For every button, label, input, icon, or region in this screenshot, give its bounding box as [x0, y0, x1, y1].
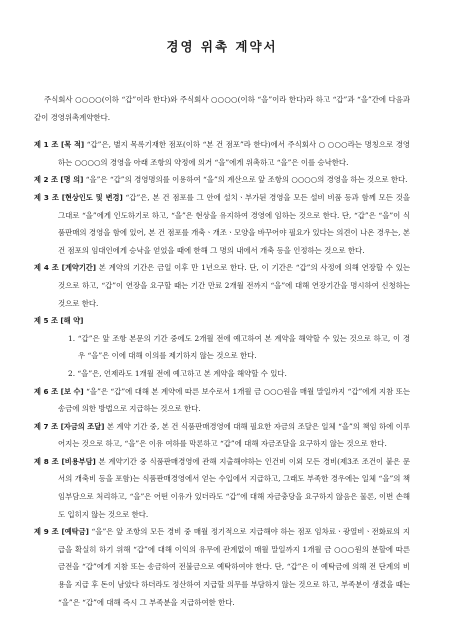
intro-paragraph: 주식회사 ○○○○(이하 “갑”이라 한다)와 주식회사 ○○○○(이하 “을”이라 한다)라 하고 “갑”과 “을”간에 다음과 같이 경영위촉계약한다. — [34, 95, 410, 122]
article-body: “을”은 앞 조항의 모든 경비 중 매월 정기적으로 지급해야 하는 점포 임차료ㆍ광열비ㆍ전화료의 지급을 확실히 하기 위해 “갑”에 대해 이익의 유무에 관계없이 매월 말일까지 1개월 금 ○○○원의 분할에 따른 금전을 “갑”에게 지참 또는 송금하여 전불금으로 예탁하여야 한다. 단, “갑”은 이 예탁금에 의해 전 단계의 비용을 지급 후 돈이 남았다 하더라도 정산하여 지급할 의무를 부담하지 않는 것으로 하고, 부족분이 생겼을 때는 “을”은 “갑”에 대해 즉시 그 부족분을 지급하여한 한다. — [58, 527, 410, 607]
article-body: “갑”은, 별지 목록기재한 점포(이하 “본 건 점포”라 한다)에서 주식회사 ○ ○○○라는 명칭으로 경영하는 ○○○○의 경영을 아래 조항의 약정에 의거 “을”에게 위촉하고 “을”은 이를 승낙한다. — [58, 140, 410, 167]
article-5 — [34, 312, 410, 330]
article-subitem: 2. “을”은, 언제라도 1개월 전에 예고하고 본 계약을 해약할 수 있다. — [68, 368, 287, 378]
article-heading: 제 6 조 [보 수] — [34, 386, 84, 396]
article-body: 본 계약 기간 중, 본 건 식품판매경영에 대해 필요한 자금의 조달은 일체 “을”의 책임 하에 이루어지는 것으로 하고, “을”은 이유 여하를 막론하고 “갑”에 대해 자금조달을 요구하지 않는 것으로 한다. — [58, 421, 411, 449]
article-7 — [34, 418, 410, 453]
article-heading: 제 5 조 [해 약] — [34, 316, 84, 326]
article-2 — [34, 171, 410, 189]
article-body: “을”은 “갑”에 대해 본 계약에 따른 보수로서 1개월 금 ○○○원을 매월 말일까지 “갑”에게 지참 또는 송금에 의한 방법으로 지급하는 것으로 한다. — [58, 386, 411, 414]
article-heading: 제 1 조 [목 적] — [34, 140, 85, 150]
article-6 — [34, 383, 410, 418]
article-9 — [34, 523, 410, 611]
article-list — [34, 136, 410, 611]
article-heading: 제 9 조 [예탁금] — [34, 527, 89, 537]
article-body: 본 계약기간 중 식품판매경영에 관해 지출해야하는 인건비 이외 모든 경비(제3조 조건이 붙은 문서의 개축비 등을 포함)는 식품판매경영에서 얻는 수입에서 지급하고, 그래도 부족한 경우에는 일체 “을”의 책임부담으로 처리하고, “을”은 어떤 이유가 있더라도 “갑”에 대해 자금충당을 요구하지 않음은 물론, 이번 손해도 입히지 않는 것으로 한다. — [58, 456, 410, 519]
article-3 — [34, 189, 410, 259]
article-1 — [34, 136, 410, 171]
article-8 — [34, 453, 410, 523]
article-heading: 제 8 조 [비용부담] — [34, 456, 96, 466]
article-heading: 제 4 조 [계약기간] — [34, 263, 97, 273]
article-body: “을”은 “갑”의 경영명의를 이용하여 “을”의 계산으로 앞 조항의 ○○○○의 경영을 하는 것으로 한다. — [83, 175, 408, 185]
article-subitem: 1. “갑”은 앞 조항 본문의 기간 중에도 2개월 전에 예고하여 본 계약을 해약할 수 있는 것으로 하고, 이 경우 “을”은 이에 대해 이의를 제기하지 않는 것으로 한다. — [68, 333, 410, 361]
article-heading: 제 3 조 [현상인도 및 변경] — [34, 192, 123, 202]
article-4 — [34, 259, 410, 312]
article-heading: 제 7 조 [자금의 조달] — [34, 421, 105, 431]
article-body: “갑”은, 본 건 점포를 그 안에 설치ㆍ부가된 경영을 모든 설비 비품 등과 함께 모든 것을 그대로 “을”에게 인도하기로 하고, “을”은 현상을 유지하여 경영에 임하는 것으로 한다. 단, “갑”은 “을”이 식품판매의 경영을 함에 있어, 본 건 점포를 개축ㆍ개조ㆍ모양을 바꾸어야 필요가 있다는 의견이 나온 경우는, 본 건 점포의 임대인에게 승낙을 얻었을 때에 한해 그 명의 내에서 개축 등을 인정하는 것으로 한다. — [58, 192, 411, 255]
article-heading: 제 2 조 [명 의] — [34, 175, 84, 185]
article-body: 본 계약의 기간은 금일 이후 만 1년으로 한다. 단, 이 기간은 “갑”의 사정에 의해 연장할 수 있는 것으로 하고, “갑”이 연장을 요구할 때는 기간 만료 2개월 전까지 “을”에 대해 연장기간을 명시하여 신청하는 것으로 한다. — [58, 263, 410, 308]
document-title: 경영 위촉 계약서 — [166, 39, 278, 54]
